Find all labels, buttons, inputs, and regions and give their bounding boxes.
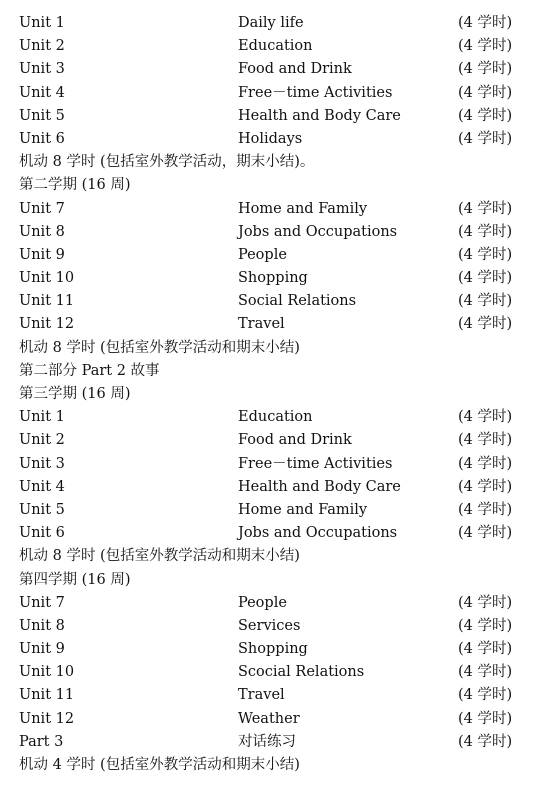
unit-label: Unit 7 bbox=[19, 200, 65, 217]
schedule-row bbox=[0, 615, 540, 638]
schedule-row bbox=[0, 592, 540, 615]
unit-label: Unit 3 bbox=[19, 61, 65, 78]
hours-label: (4 学时) bbox=[458, 501, 513, 518]
topic-label: Free－time Activities bbox=[238, 84, 393, 101]
note-text: 机动 4 学时 (包括室外教学活动和期末小结) bbox=[19, 757, 300, 773]
schedule-row bbox=[0, 198, 540, 221]
hours-label: (4 学时) bbox=[458, 223, 513, 240]
unit-label: Unit 11 bbox=[19, 687, 75, 704]
unit-label: Unit 6 bbox=[19, 525, 65, 542]
unit-label: Unit 1 bbox=[19, 409, 65, 426]
section-heading bbox=[0, 569, 540, 592]
topic-label: Free－time Activities bbox=[238, 455, 393, 472]
unit-label: Unit 9 bbox=[19, 641, 65, 658]
schedule-row bbox=[0, 221, 540, 244]
unit-label: Unit 2 bbox=[19, 432, 65, 449]
schedule-row bbox=[0, 290, 540, 313]
hours-label: (4 学时) bbox=[458, 246, 513, 263]
hours-label: (4 学时) bbox=[458, 200, 513, 217]
unit-label: Unit 11 bbox=[19, 293, 75, 310]
hours-label: (4 学时) bbox=[458, 409, 513, 426]
section-heading-text: 第二学期 (16 周) bbox=[19, 177, 131, 194]
unit-label: Unit 5 bbox=[19, 501, 65, 518]
unit-label: Unit 10 bbox=[19, 270, 75, 287]
topic-label: Health and Body Care bbox=[238, 478, 401, 495]
topic-label: Travel bbox=[238, 316, 285, 333]
section-heading bbox=[0, 383, 540, 406]
unit-label: Unit 10 bbox=[19, 664, 75, 681]
hours-label: (4 学时) bbox=[458, 130, 513, 147]
topic-label: 对话练习 bbox=[238, 733, 296, 750]
topic-label: Food and Drink bbox=[238, 432, 352, 449]
unit-label: Unit 8 bbox=[19, 223, 65, 240]
note-line bbox=[0, 337, 540, 360]
hours-label: (4 学时) bbox=[458, 61, 513, 78]
topic-label: Jobs and Occupations bbox=[238, 525, 398, 542]
topic-label: People bbox=[238, 594, 287, 611]
hours-label: (4 学时) bbox=[458, 687, 513, 704]
hours-label: (4 学时) bbox=[458, 15, 513, 31]
schedule-row bbox=[0, 708, 540, 731]
topic-label: Home and Family bbox=[238, 501, 368, 518]
hours-label: (4 学时) bbox=[458, 594, 513, 611]
hours-label: (4 学时) bbox=[458, 316, 513, 333]
hours-label: (4 学时) bbox=[458, 270, 513, 287]
note-text: 机动 8 学时 (包括室外教学活动，期末小结)。 bbox=[19, 154, 315, 171]
unit-label: Unit 7 bbox=[19, 594, 65, 611]
schedule-row bbox=[0, 313, 540, 336]
unit-label: Unit 2 bbox=[19, 38, 65, 55]
topic-label: Holidays bbox=[238, 130, 303, 147]
topic-label: Education bbox=[238, 38, 313, 55]
unit-label: Unit 9 bbox=[19, 246, 65, 263]
topic-label: Health and Body Care bbox=[238, 107, 401, 124]
schedule-row bbox=[0, 522, 540, 545]
hours-label: (4 学时) bbox=[458, 617, 513, 634]
note-line bbox=[0, 151, 540, 174]
schedule-row bbox=[0, 35, 540, 58]
schedule-row bbox=[0, 499, 540, 522]
section-heading-text: 第四学期 (16 周) bbox=[19, 571, 131, 588]
schedule-row bbox=[0, 406, 540, 429]
topic-label: Home and Family bbox=[238, 200, 368, 217]
schedule-row bbox=[0, 638, 540, 661]
hours-label: (4 学时) bbox=[458, 455, 513, 472]
schedule-row bbox=[0, 429, 540, 452]
schedule-row bbox=[0, 661, 540, 684]
schedule-row bbox=[0, 453, 540, 476]
schedule-row bbox=[0, 82, 540, 105]
schedule-row bbox=[0, 128, 540, 151]
section-heading bbox=[0, 174, 540, 197]
schedule-row bbox=[0, 476, 540, 499]
unit-label: Unit 5 bbox=[19, 107, 65, 124]
topic-label: Services bbox=[238, 617, 301, 634]
unit-label: Unit 1 bbox=[19, 15, 65, 31]
topic-label: Jobs and Occupations bbox=[238, 223, 398, 240]
hours-label: (4 学时) bbox=[458, 38, 513, 55]
schedule-row bbox=[0, 684, 540, 707]
section-heading bbox=[0, 360, 540, 383]
schedule-row bbox=[0, 58, 540, 81]
topic-label: Daily life bbox=[238, 15, 304, 31]
unit-label: Unit 6 bbox=[19, 130, 65, 147]
schedule-row bbox=[0, 105, 540, 128]
topic-label: Scocial Relations bbox=[238, 664, 365, 681]
section-heading-text: 第三学期 (16 周) bbox=[19, 386, 131, 402]
unit-label: Part 3 bbox=[19, 733, 64, 750]
topic-label: Food and Drink bbox=[238, 61, 352, 78]
schedule-row bbox=[0, 12, 540, 35]
hours-label: (4 学时) bbox=[458, 107, 513, 124]
hours-label: (4 学时) bbox=[458, 525, 513, 542]
hours-label: (4 学时) bbox=[458, 478, 513, 495]
topic-label: Shopping bbox=[238, 641, 308, 658]
unit-label: Unit 12 bbox=[19, 710, 75, 727]
unit-label: Unit 4 bbox=[19, 478, 65, 495]
topic-label: Weather bbox=[238, 710, 300, 727]
note-line bbox=[0, 754, 540, 777]
topic-label: Travel bbox=[238, 687, 285, 704]
hours-label: (4 学时) bbox=[458, 293, 513, 310]
hours-label: (4 学时) bbox=[458, 710, 513, 727]
hours-label: (4 学时) bbox=[458, 641, 513, 658]
hours-label: (4 学时) bbox=[458, 84, 513, 101]
topic-label: Shopping bbox=[238, 270, 308, 287]
hours-label: (4 学时) bbox=[458, 664, 513, 681]
schedule-document bbox=[0, 12, 540, 777]
section-heading-text: 第二部分 Part 2 故事 bbox=[19, 362, 160, 379]
schedule-row bbox=[0, 267, 540, 290]
note-line bbox=[0, 545, 540, 568]
schedule-row bbox=[0, 731, 540, 754]
unit-label: Unit 12 bbox=[19, 316, 75, 333]
note-text: 机动 8 学时 (包括室外教学活动和期末小结) bbox=[19, 339, 300, 356]
hours-label: (4 学时) bbox=[458, 733, 513, 750]
schedule-row bbox=[0, 244, 540, 267]
unit-label: Unit 3 bbox=[19, 455, 65, 472]
topic-label: Social Relations bbox=[238, 293, 357, 310]
unit-label: Unit 8 bbox=[19, 617, 65, 634]
topic-label: People bbox=[238, 246, 287, 263]
unit-label: Unit 4 bbox=[19, 84, 65, 101]
hours-label: (4 学时) bbox=[458, 432, 513, 449]
note-text: 机动 8 学时 (包括室外教学活动和期末小结) bbox=[19, 548, 300, 565]
topic-label: Education bbox=[238, 409, 313, 426]
